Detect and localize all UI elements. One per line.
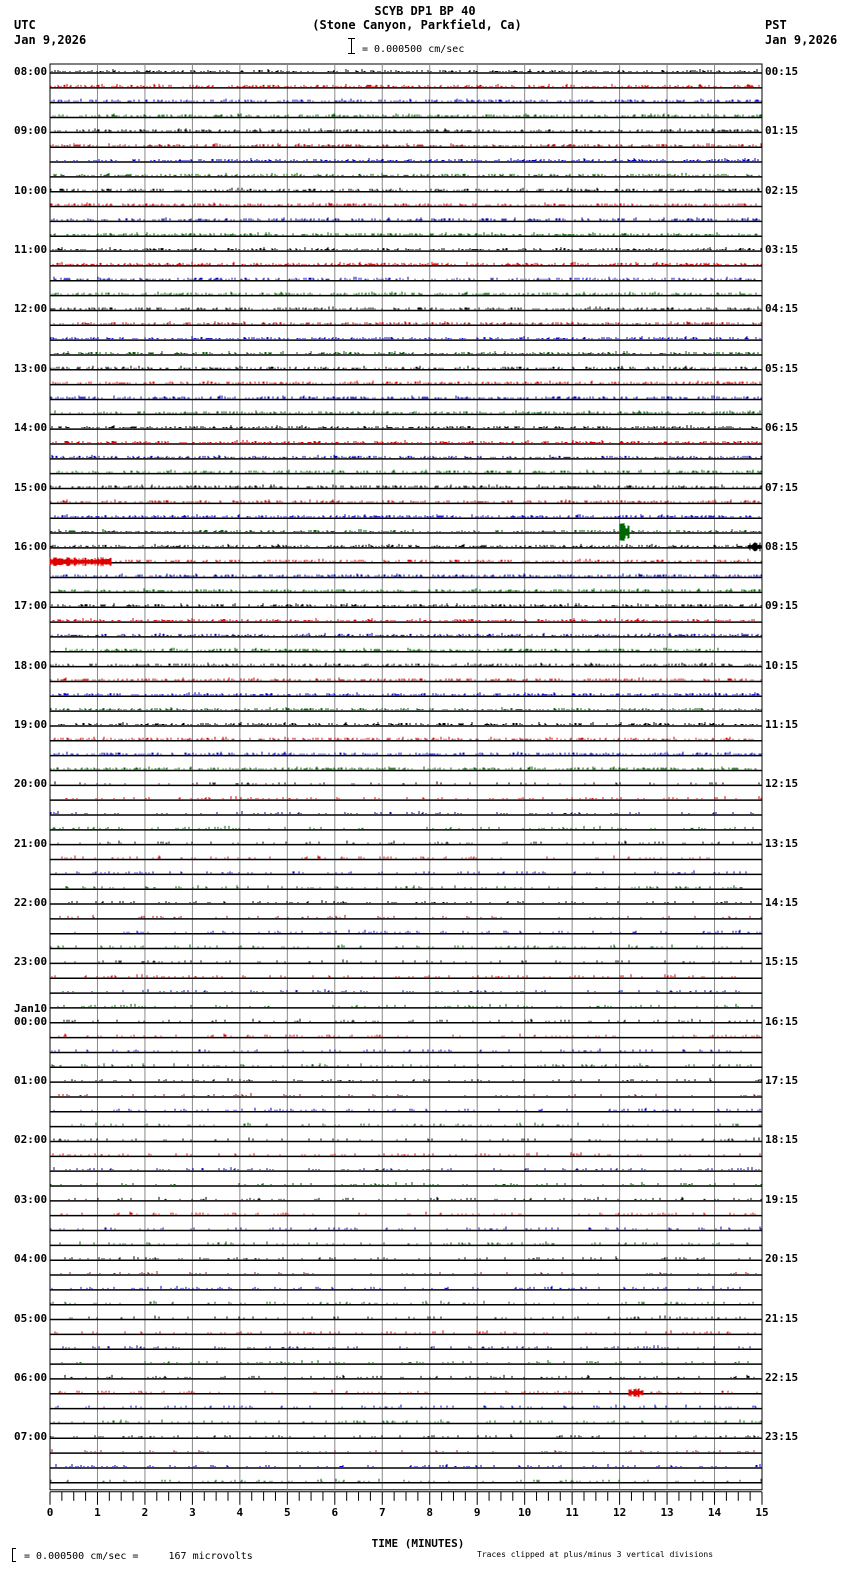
utc-hour-label: 09:00 (14, 124, 48, 138)
seismic-trace (51, 1182, 761, 1185)
pst-hour-label: 00:15 (765, 65, 799, 78)
seismic-trace (54, 1167, 759, 1170)
x-tick-label: 12 (612, 1505, 627, 1519)
seismic-trace (53, 574, 761, 577)
seismic-trace (53, 826, 753, 829)
pst-hour-label: 12:15 (765, 777, 799, 791)
seismic-trace (53, 1152, 760, 1155)
seismic-trace (53, 381, 760, 384)
seismic-trace (70, 1316, 745, 1319)
seismic-trace (53, 440, 760, 443)
plot-frame (50, 64, 762, 1490)
seismic-trace (62, 1360, 748, 1363)
seismic-trace (51, 542, 762, 551)
seismic-trace (51, 523, 760, 541)
seismic-trace (53, 692, 759, 695)
seismic-trace (53, 114, 761, 117)
pst-hour-label: 22:15 (765, 1370, 799, 1384)
utc-hour-label: 00:00 (14, 1014, 48, 1028)
pst-hour-label: 16:15 (765, 1014, 799, 1028)
seismic-trace (69, 900, 751, 903)
left-date: Jan 9,2026 (14, 33, 87, 47)
utc-hour-label: 13:00 (14, 361, 48, 375)
seismic-trace (51, 188, 759, 191)
pst-hour-label: 19:15 (765, 1192, 799, 1206)
seismic-trace (52, 1048, 741, 1051)
seismic-trace (66, 796, 761, 799)
chart-subtitle: (Stone Canyon, Parkfield, Ca) (312, 18, 522, 32)
x-tick-label: 2 (141, 1505, 149, 1519)
seismic-trace (60, 915, 761, 918)
seismic-trace (51, 203, 756, 206)
utc-hour-label: 05:00 (14, 1311, 48, 1325)
utc-hour-label: 19:00 (14, 717, 48, 731)
seismic-trace (66, 885, 742, 888)
x-tick-label: 9 (473, 1505, 481, 1519)
scale-label: = 0.000500 cm/sec (362, 44, 465, 55)
seismic-trace (51, 1434, 758, 1437)
right-timezone: PST (765, 18, 787, 32)
pst-hour-label: 02:15 (765, 183, 799, 197)
seismic-trace (60, 1241, 748, 1244)
seismic-trace (59, 722, 757, 725)
seismic-trace (51, 707, 761, 710)
x-tick-label: 1 (94, 1505, 101, 1519)
seismic-trace (54, 321, 761, 324)
x-tick-label: 13 (660, 1505, 674, 1519)
seismic-trace (54, 648, 757, 651)
seismic-trace (59, 1093, 760, 1096)
seismic-trace (58, 1004, 752, 1007)
seismic-trace (54, 737, 753, 740)
x-tick-label: 15 (755, 1505, 769, 1519)
seismic-trace (51, 143, 761, 146)
seismic-trace (55, 514, 759, 517)
x-axis-label: TIME (MINUTES) (371, 1537, 465, 1550)
seismic-trace (72, 1123, 761, 1126)
pst-hour-label: 05:15 (765, 361, 799, 375)
utc-hour-label: 17:00 (14, 599, 48, 613)
seismic-trace (51, 811, 753, 814)
utc-hour-label: 21:00 (14, 836, 48, 850)
pst-hour-label: 14:15 (765, 896, 799, 910)
pst-hour-label: 18:15 (765, 1133, 799, 1147)
seismic-trace (54, 752, 761, 755)
seismic-trace (52, 69, 757, 72)
seismic-trace (63, 989, 739, 992)
seismic-trace (56, 1405, 756, 1408)
seismic-trace (57, 470, 761, 473)
seismic-trace (52, 455, 761, 458)
seismic-trace (54, 277, 755, 280)
utc-hour-label: 02:00 (14, 1133, 48, 1147)
seismic-trace (55, 128, 758, 131)
pst-hour-label: 06:15 (765, 421, 799, 435)
seismic-trace (58, 841, 760, 844)
seismic-trace (56, 870, 746, 873)
right-date: Jan 9,2026 (765, 33, 838, 47)
seismic-trace (54, 1419, 761, 1422)
seismic-trace (52, 425, 757, 428)
utc-hour-label: 04:00 (14, 1252, 48, 1266)
seismic-trace (54, 1108, 760, 1111)
seismic-trace (75, 930, 760, 933)
utc-hour-label: 03:00 (14, 1192, 48, 1206)
seismic-trace (51, 663, 760, 666)
utc-hour-label: 08:00 (14, 65, 48, 78)
seismic-trace (52, 217, 759, 220)
seismic-trace (51, 395, 761, 398)
seismic-trace (59, 1388, 757, 1397)
seismic-trace (54, 1137, 759, 1140)
seismic-trace (61, 1212, 755, 1215)
seismic-trace (52, 633, 761, 636)
seismic-trace (51, 677, 761, 680)
pst-hour-label: 13:15 (765, 836, 799, 850)
pst-hour-label: 09:15 (765, 599, 799, 613)
seismic-trace (64, 1019, 754, 1022)
utc-hour-label: 07:00 (14, 1430, 48, 1444)
seismic-trace (62, 856, 709, 859)
seismic-trace (51, 1301, 753, 1304)
left-timezone: UTC (14, 18, 36, 32)
seismic-trace (65, 959, 751, 962)
pst-hour-label: 03:15 (765, 243, 799, 257)
seismic-trace (52, 1063, 751, 1066)
seismic-trace (53, 262, 761, 265)
utc-hour-label: 20:00 (14, 777, 48, 791)
utc-hour-label: 11:00 (14, 243, 48, 257)
seismic-trace (52, 1286, 740, 1289)
x-tick-label: 5 (284, 1505, 291, 1519)
seismic-trace (61, 1271, 756, 1274)
x-tick-label: 10 (518, 1505, 532, 1519)
pst-hour-label: 10:15 (765, 658, 799, 672)
seismic-trace (51, 1479, 761, 1482)
pst-hour-label: 15:15 (765, 955, 799, 969)
utc-hour-label: 16:00 (14, 539, 48, 553)
seismic-trace (52, 292, 756, 295)
seismic-trace (51, 306, 760, 309)
seismic-trace (65, 1375, 754, 1378)
seismic-trace (51, 485, 761, 488)
utc-hour-label: 14:00 (14, 421, 48, 435)
seismic-trace (51, 766, 756, 769)
seismic-trace (63, 1345, 750, 1348)
x-tick-label: 7 (378, 1505, 386, 1519)
seismic-trace (52, 99, 761, 102)
seismic-trace (57, 158, 758, 161)
pst-hour-label: 17:15 (765, 1074, 799, 1088)
x-tick-label: 6 (331, 1505, 339, 1519)
pst-hour-label: 11:15 (765, 717, 799, 731)
seismic-trace (55, 1330, 755, 1333)
footer-scale-text: = 0.000500 cm/sec = 167 microvolts (24, 1551, 253, 1562)
seismic-trace (55, 351, 758, 354)
utc-hour-label: 15:00 (14, 480, 48, 494)
seismic-trace (51, 84, 759, 87)
seismic-trace (53, 618, 754, 621)
seismic-trace (55, 410, 760, 413)
seismic-trace (54, 173, 759, 176)
pst-hour-label: 04:15 (765, 302, 799, 316)
seismic-trace (59, 588, 760, 591)
footer-scale-bar-icon (12, 1548, 16, 1562)
seismic-trace (69, 1197, 761, 1200)
utc-hour-label: 23:00 (14, 955, 48, 969)
utc-hour-label: 06:00 (14, 1370, 48, 1384)
utc-hour-label: 12:00 (14, 302, 48, 316)
seismic-trace (65, 1256, 750, 1259)
seismic-trace (55, 781, 759, 784)
pst-hour-label: 08:15 (765, 539, 799, 553)
seismic-trace (59, 1034, 759, 1037)
seismic-trace (52, 1449, 754, 1452)
seismic-trace (52, 974, 735, 977)
seismic-trace (52, 603, 761, 606)
x-tick-label: 8 (426, 1505, 434, 1519)
seismic-trace (51, 499, 759, 502)
utc-hour-label: 18:00 (14, 658, 48, 672)
x-tick-label: 3 (189, 1505, 196, 1519)
utc-hour-label: 01:00 (14, 1074, 48, 1088)
utc-date-change-label: Jan10 (14, 1001, 48, 1015)
chart-title: SCYB DP1 BP 40 (374, 4, 476, 18)
x-tick-label: 4 (236, 1505, 244, 1519)
pst-hour-label: 01:15 (765, 124, 799, 138)
x-tick-label: 0 (46, 1505, 54, 1519)
x-tick-label: 14 (707, 1505, 722, 1519)
clip-note: Traces clipped at plus/minus 3 vertical divisions (477, 1550, 714, 1559)
seismic-trace (51, 945, 742, 948)
pst-hour-label: 21:15 (765, 1311, 799, 1325)
seismic-trace (51, 366, 756, 369)
seismic-trace (65, 1078, 761, 1081)
pst-hour-label: 07:15 (765, 480, 799, 494)
pst-hour-label: 23:15 (765, 1430, 799, 1444)
pst-hour-label: 20:15 (765, 1252, 799, 1266)
seismic-trace (51, 232, 757, 235)
seismic-trace (50, 557, 761, 566)
utc-hour-label: 22:00 (14, 896, 48, 910)
seismic-trace (56, 1464, 760, 1467)
seismic-trace (51, 336, 760, 339)
utc-hour-label: 10:00 (14, 183, 48, 197)
x-tick-label: 11 (565, 1505, 579, 1519)
seismic-trace (51, 1227, 761, 1230)
seismic-trace (53, 247, 761, 250)
